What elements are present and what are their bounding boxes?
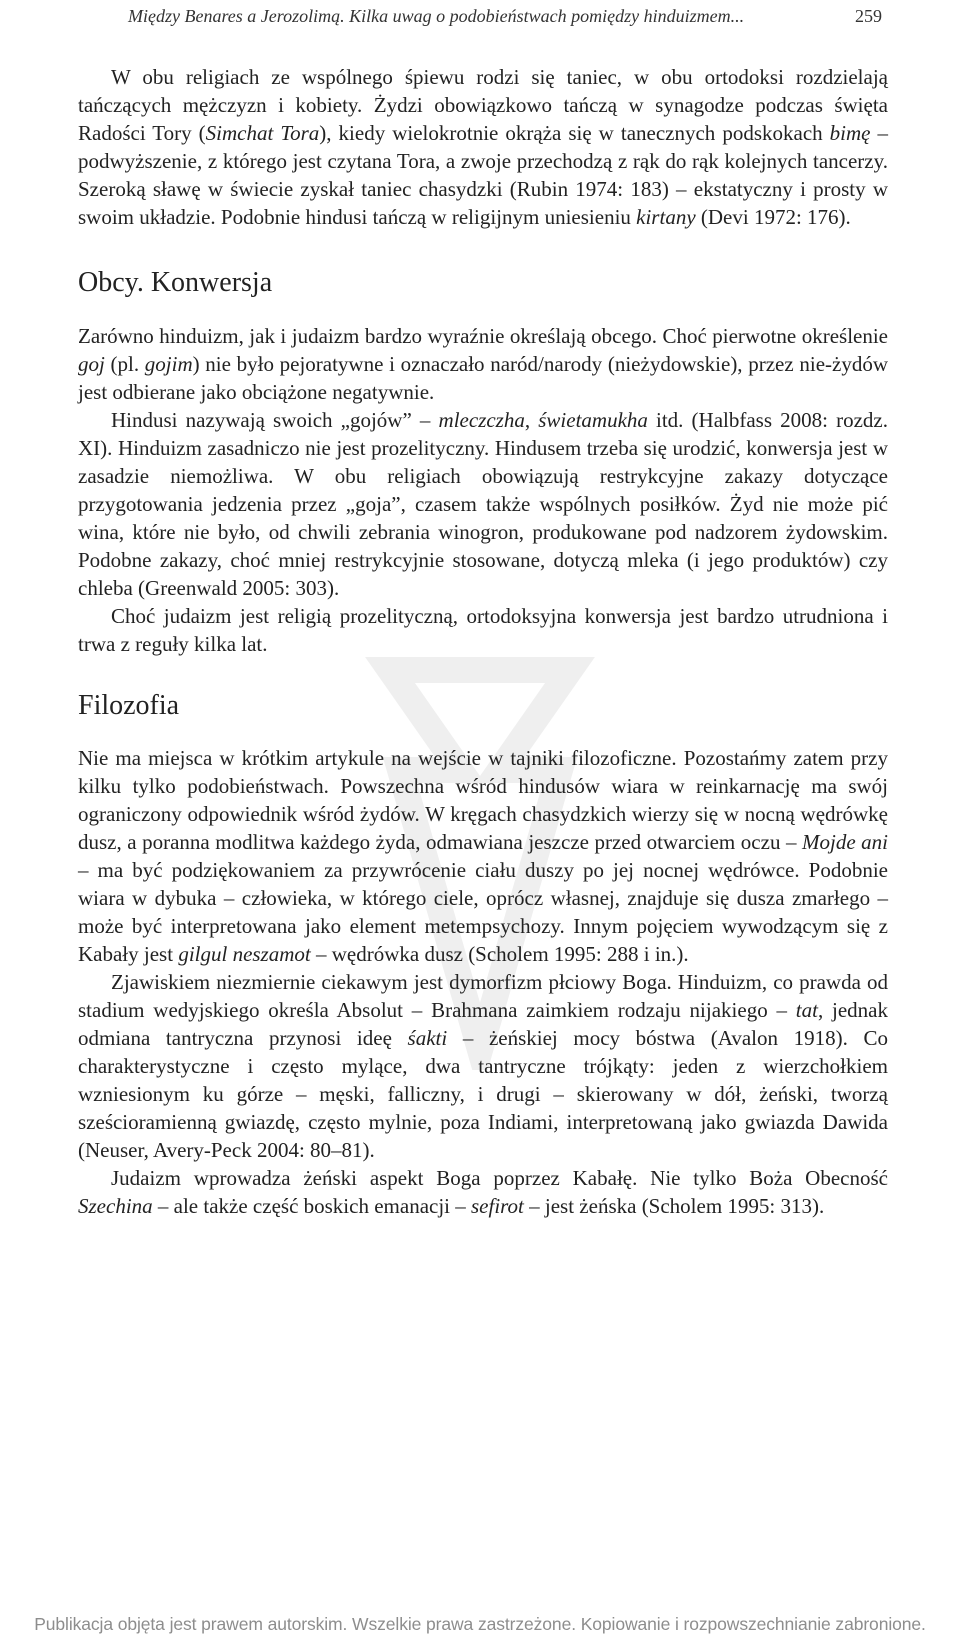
main-text <box>78 63 888 1220</box>
page-number: 259 <box>855 6 882 26</box>
paragraph-reinkarnacja: Nie ma miejsca w krótkim artykule na wejście w tajniki filozoficzne. Pozostańmy zatem przy kilku tylko podobieństwach. Powszechna wśród hindusów wiara w reinkarnację ma swój ograniczony odpowiednik wśród żydów. W kręgach chasydzkich wierzy się w nocną wędrówkę dusz, a poranna modlitwa każdego żyda, odmawiana jeszcze przed otwarciem oczu – Mojde ani – ma być podziękowaniem za przywrócenie ciału duszy po jej nocnej wędrówce. Podobnie wiara w dybuka – człowieka, w którego ciele, oprócz własnej, znajduje się dusza zmarłego – może być interpretowana jako element metempsychozy. Innym pojęciem wywodzącym się z Kabały jest gilgul neszamot – wędrówka dusz (Scholem 1995: 288 i in.). <box>78 746 889 966</box>
paragraph-dance: W obu religiach ze wspólnego śpiewu rodzi się taniec, w obu ortodoksi rozdzielają tańczących mężczyzn i kobiety. Żydzi obowiązkowo tańczą w synagodze podczas święta Radości Tory (Simchat Tora), kiedy wielokrotnie okrąża się w tanecznych podskokach bimę – podwyższenie, z którego jest czytana Tora, a zwoje przechodzą z rąk do rąk kolejnych tancerzy. Szeroką sławę w świecie zyskał taniec chasydzki (Rubin 1974: 183) – ekstatyczny i prosty w swoim układzie. Podobnie hindusi tańczą w religijnym uniesieniu kirtany (Devi 1972: 176). <box>78 65 889 229</box>
section-heading-filozofia: Filozofia <box>78 690 180 721</box>
section-heading-obcy: Obcy. Konwersja <box>78 267 273 298</box>
paragraph-konwersja: Choć judaizm jest religią prozelityczną, ortodoksyjna konwersja jest bardzo utrudniona i trwa z reguły kilka lat. <box>78 604 888 656</box>
paragraph-kabala: Judaizm wprowadza żeński aspekt Boga poprzez Kabałę. Nie tylko Boża Obecność Szechina – ale także część boskich emanacji – sefirot – jest żeńska (Scholem 1995: 313). <box>78 1166 888 1218</box>
paragraph-goj: Zarówno hinduizm, jak i judaizm bardzo wyraźnie określają obcego. Choć pierwotne określenie goj (pl. gojim) nie było pejoratywne i oznaczało naród/narody (nieżydowskie), przez nie-żydów jest odbierane jako obciążone negatywnie. <box>78 324 889 404</box>
paragraph-hindusi: Hindusi nazywają swoich „gojów” – mleczczha, świetamukha itd. (Halbfass 2008: rozdz. XI). Hinduizm zasadniczo nie jest prozelityczny. Hindusem trzeba się urodzić, konwersja jest w zasadzie niemożliwa. W obu religiach obowiązują restrykcyjne zakazy dotyczące przygotowania jedzenia przez „goja”, czasem także wspólnych posiłków. Żyd nie może pić wina, które nie było, od chwili zebrania winogron, produkowane pod nadzorem żydowskim. Podobne zakazy, choć mniej restrykcyjnie stosowane, dotyczą mleka (i jego produktów) czy chleba (Greenwald 2005: 303). <box>78 408 888 600</box>
paragraph-dymorfizm: Zjawiskiem niezmiernie ciekawym jest dymorfizm płciowy Boga. Hinduizm, co prawda od stadium wedyjskiego określa Absolut – Brahmana zaimkiem rodzaju nijakiego – tat, jednak odmiana tantryczna przynosi ideę śakti – żeńskiej mocy bóstwa (Avalon 1918). Co charakterystyczne i często mylące, dwa tantryczne trójkąty: jeden z wierzchołkiem wzniesionym ku górze – męski, falliczny, i drugi – skierowany w dół, żeński, tworzą sześcioramienną gwiazdę, często mylnie, poza Indiami, interpretowaną jako gwiazda Dawida (Neuser, Avery-Peck 2004: 80–81). <box>78 970 888 1162</box>
copyright-footer: Publikacja objęta jest prawem autorskim. Wszelkie prawa zastrzeżone. Kopiowanie i rozpowszechnianie zabronione. <box>34 1614 926 1634</box>
running-head <box>128 6 882 27</box>
running-title: Między Benares a Jerozolimą. Kilka uwag o podobieństwach pomiędzy hinduizmem... <box>128 6 745 26</box>
